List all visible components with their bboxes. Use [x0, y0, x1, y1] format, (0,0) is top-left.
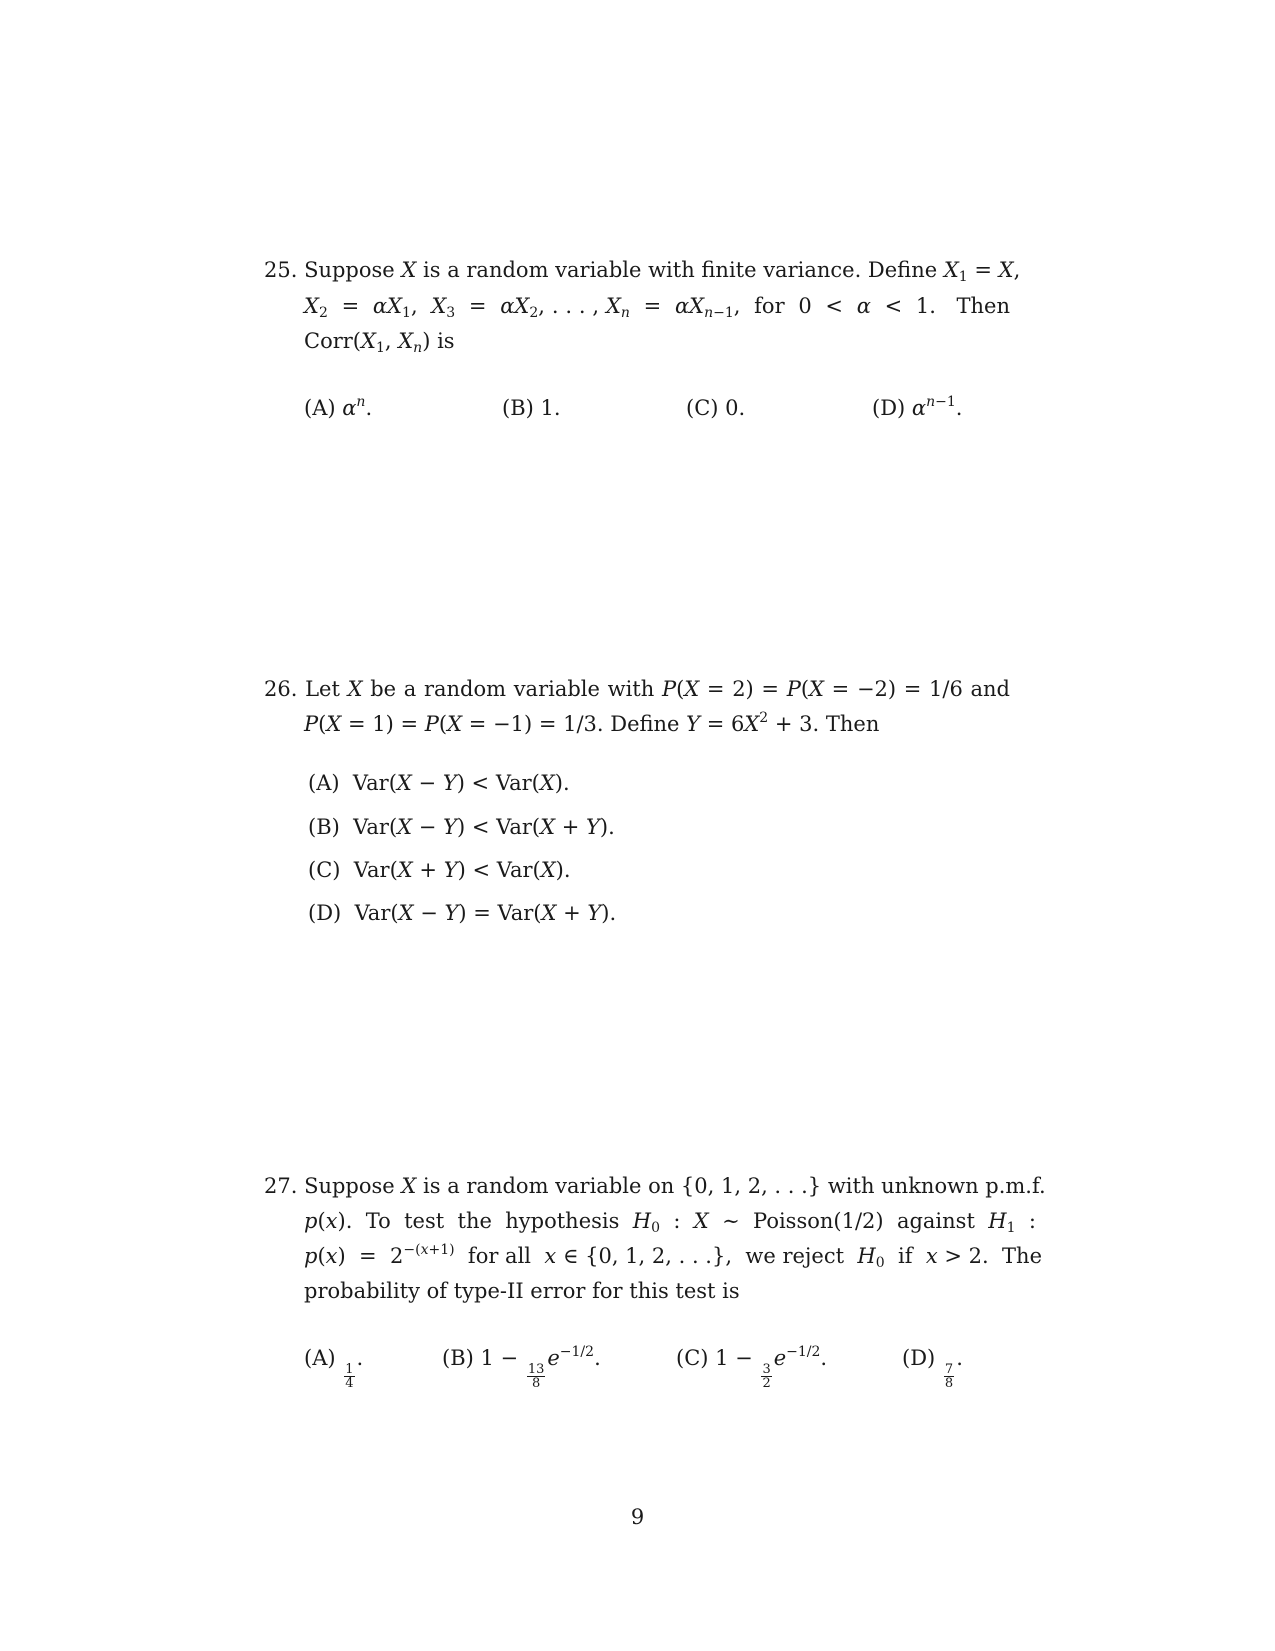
option-c: (C) Var(X + Y) < Var(X).: [308, 858, 571, 882]
option-a: (A) $\alpha^n$.: [304, 394, 373, 420]
option-b: (B) 1.: [502, 396, 561, 420]
option-a: (A) Var(X − Y) < Var(X).: [308, 771, 570, 795]
option-b: (B) 1 − $\frac{13}{8}$ $e^{-1/2}$.: [442, 1344, 601, 1391]
question-25-line-3: $Corr(X_1$, $X_n$) is: [304, 329, 455, 356]
question-number: 27.: [264, 1174, 298, 1198]
option-a: (A) $\frac{1}{4}$ .: [304, 1346, 364, 1391]
option-b: (B) Var(X − Y) < Var(X + Y).: [308, 815, 615, 839]
question-25-line-1: 25. Suppose X is a random variable with finite variance. Define $X_1 = X$,: [264, 258, 1021, 285]
question-26-line-1: 26. Let X be a random variable with P(X = 2) = P(X = −2) = 1/6 and: [264, 677, 1010, 701]
question-27-line-4: probability of type-II error for this test is: [304, 1279, 740, 1303]
option-c: (C) 0.: [686, 396, 746, 420]
option-d: (D) $\alpha^{n-1}$.: [872, 394, 963, 420]
option-d: (D) Var(X − Y) = Var(X + Y).: [308, 901, 617, 925]
question-27-line-2: p(x). To test the hypothesis $H_0$ : X ∼ Poisson(1/2) against $H_1$ :: [304, 1209, 1036, 1236]
page-number: 9: [630, 1505, 645, 1529]
question-26-line-2: P(X = 1) = P(X = −1) = 1/3. Define $Y = 6X^2 + 3$. Then: [304, 710, 880, 736]
question-27-line-3: $p(x) = 2^{-(x+1)}$ for all x ∈ {0, 1, 2, . . .}, we reject $H_0$ if x > 2. The: [304, 1242, 1043, 1271]
question-25-line-2: $X_2 = \alpha X_1$, $X_3 = \alpha X_2$, . . . , $X_n = \alpha X_{n-1}$, for 0 < α < 1. Then: [304, 294, 1010, 321]
question-number: 26.: [264, 677, 298, 701]
option-d: (D) $\frac{7}{8}$ .: [902, 1346, 963, 1391]
question-number: 25.: [264, 258, 298, 282]
option-c: (C) 1 − $\frac{3}{2}$ $e^{-1/2}$.: [676, 1344, 828, 1391]
question-27-line-1: 27. Suppose X is a random variable on {0, 1, 2, . . .} with unknown p.m.f.: [264, 1174, 1046, 1198]
